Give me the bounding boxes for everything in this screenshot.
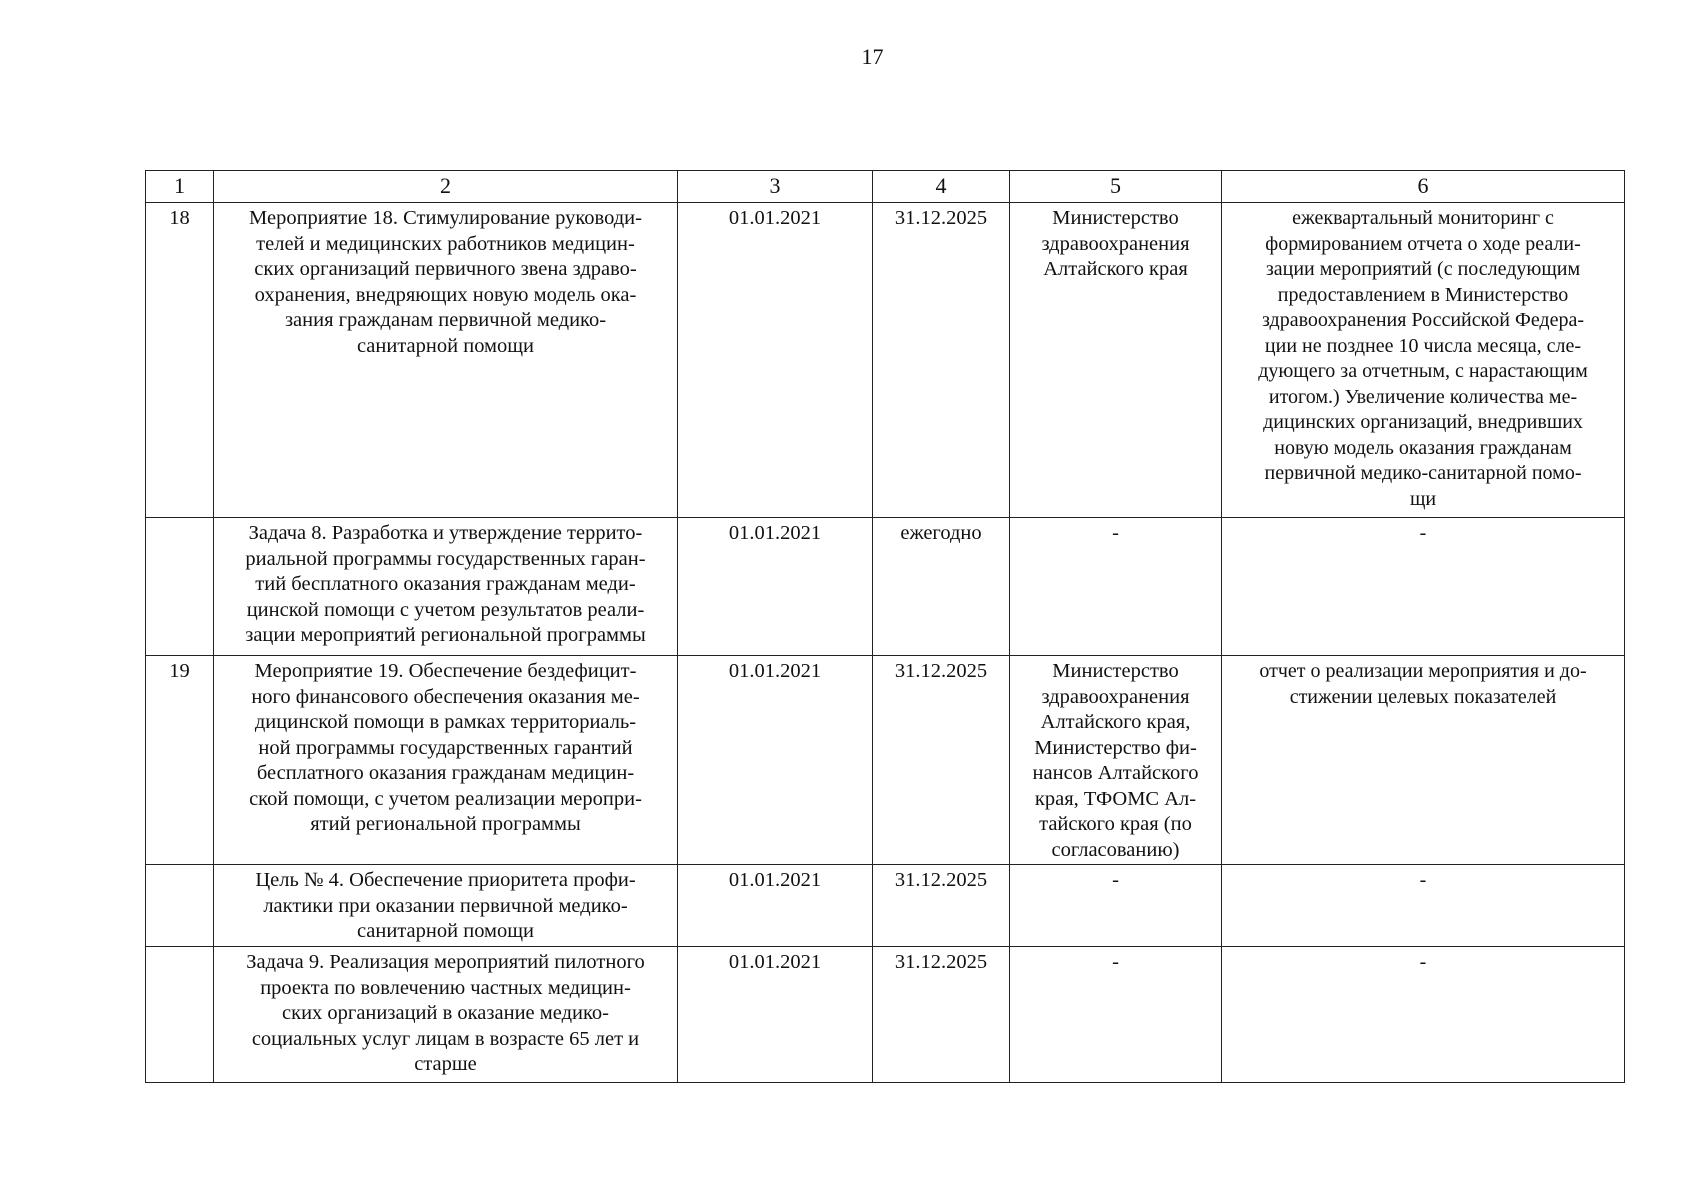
expected-result: - [1222,947,1625,1083]
table-row [146,947,1625,1083]
expected-result: - [1222,518,1625,656]
column-header-4: 4 [873,171,1010,203]
responsible-party: Министерство здравоохранения Алтайского края, Министерство фи- нансов Алтайского края, ТФОМС Ал- тайского края (по согласованию) [1010,656,1222,865]
table-row [146,518,1625,656]
table-row [146,865,1625,947]
start-date: 01.01.2021 [678,518,873,656]
end-date: 31.12.2025 [873,203,1010,518]
activity-description: Мероприятие 19. Обеспечение бездефицит- ного финансового обеспечения оказания ме- дицинской помощи в рамках территориаль- ной программы государственных гарантий бесплатного оказания гражданам медицин- ской помощи, с учетом реализации меропри- ятий региональной программы [214,656,678,865]
column-header-5: 5 [1010,171,1222,203]
end-date: 31.12.2025 [873,656,1010,865]
column-header-1: 1 [146,171,214,203]
responsible-party: Министерство здравоохранения Алтайского края [1010,203,1222,518]
start-date: 01.01.2021 [678,656,873,865]
expected-result: ежеквартальный мониторинг с формированием отчета о ходе реали- зации мероприятий (с последующим предоставлением в Министерство здравоохранения Российской Федера- ции не позднее 10 числа месяца, сле- дующего за отчетным, с нарастающим итогом.) Увеличение количества ме- дицинских организаций, внедривших новую модель оказания гражданам первичной медико-санитарной помо- щи [1222,203,1625,518]
column-header-3: 3 [678,171,873,203]
responsible-party: - [1010,518,1222,656]
page-number: 17 [861,44,884,69]
activity-description: Задача 8. Разработка и утверждение террито- риальной программы государственных гаран- тий бесплатного оказания гражданам меди- цинской помощи с учетом результатов реали- зации мероприятий региональной программы [214,518,678,656]
row-number: 18 [146,203,214,518]
start-date: 01.01.2021 [678,947,873,1083]
activity-description: Цель № 4. Обеспечение приоритета профи- лактики при оказании первичной медико- санитарной помощи [214,865,678,947]
table-row [146,656,1625,865]
row-number [146,947,214,1083]
start-date: 01.01.2021 [678,865,873,947]
row-number: 19 [146,656,214,865]
row-number [146,865,214,947]
end-date: ежегодно [873,518,1010,656]
activity-description: Мероприятие 18. Стимулирование руководи- телей и медицинских работников медицин- ских организаций первичного звена здраво- охранения, внедряющих новую модель ока- зания гражданам первичной медико- санитарной помощи [214,203,678,518]
expected-result: отчет о реализации мероприятия и до- стижении целевых показателей [1222,656,1625,865]
responsible-party: - [1010,947,1222,1083]
plan-table [145,170,1625,1083]
responsible-party: - [1010,865,1222,947]
column-header-6: 6 [1222,171,1625,203]
table-header-row [146,171,1625,203]
table-row [146,203,1625,518]
activity-description: Задача 9. Реализация мероприятий пилотного проекта по вовлечению частных медицин- ских организаций в оказание медико- социальных услуг лицам в возрасте 65 лет и старше [214,947,678,1083]
column-header-2: 2 [214,171,678,203]
expected-result: - [1222,865,1625,947]
row-number [146,518,214,656]
end-date: 31.12.2025 [873,865,1010,947]
end-date: 31.12.2025 [873,947,1010,1083]
start-date: 01.01.2021 [678,203,873,518]
